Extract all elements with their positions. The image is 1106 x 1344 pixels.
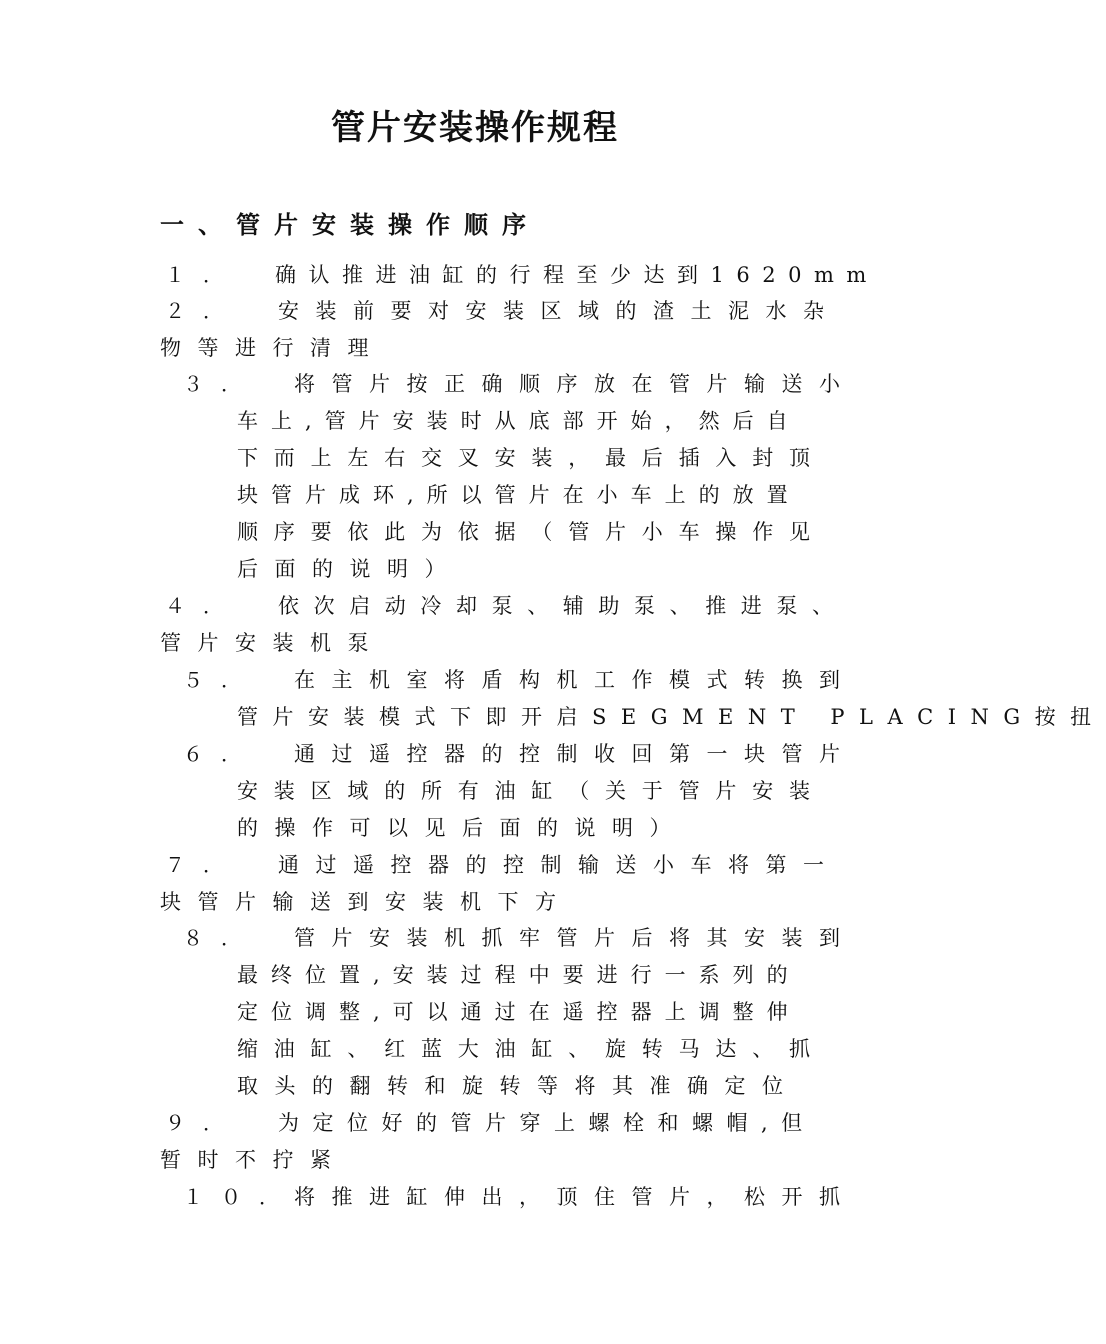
item-number: ９． [165, 1111, 241, 1135]
item-line: 的操作可以见后面的说明） [237, 816, 687, 840]
item-line: 下而上左右交叉安装，最后插入封顶 [237, 446, 826, 470]
item-number: ７． [165, 853, 241, 877]
item-line: 安装前要对安装区域的渣土泥水杂 [278, 299, 841, 323]
item-number: ８． [183, 926, 259, 950]
item-line: 后面的说明） [237, 557, 462, 581]
item-line: 在主机室将盾构机工作模式转换到 [294, 668, 857, 692]
item-line: 管片安装机抓牢管片后将其安装到 [294, 926, 857, 950]
item-line: 物等进行清理 [160, 336, 385, 360]
item-number: ３． [183, 372, 259, 396]
item-number: ５． [183, 668, 259, 692]
item-line: 缩油缸、红蓝大油缸、旋转马达、抓 [237, 1037, 826, 1061]
item-line: 为定位好的管片穿上螺栓和螺帽,但 [278, 1111, 816, 1135]
item-line: 取头的翻转和旋转等将其准确定位 [237, 1074, 800, 1098]
item-line: 确认推进油缸的行程至少达到1620mm [275, 263, 879, 287]
section-heading: 一、管片安装操作顺序 [160, 211, 540, 239]
document-title: 管片安装操作规程 [331, 108, 619, 148]
item-line: 管片安装模式下即开启SEGMENT PLACING按扭 [237, 705, 1106, 729]
item-line: 将推进缸伸出，顶住管片，松开抓 [294, 1185, 857, 1209]
item-line: 最终位置,安装过程中要进行一系列的 [237, 963, 801, 987]
item-line: 将管片按正确顺序放在管片输送小 [294, 372, 857, 396]
item-number: １． [165, 263, 241, 287]
item-line: 车上,管片安装时从底部开始，然后自 [237, 409, 801, 433]
item-number: ２． [165, 299, 241, 323]
item-number: １０． [183, 1185, 297, 1209]
item-number: ４． [165, 594, 241, 618]
item-line: 块管片输送到安装机下方 [160, 890, 573, 914]
item-line: 安装区域的所有油缸（关于管片安装 [237, 779, 826, 803]
item-line: 暂时不拧紧 [160, 1148, 348, 1172]
item-line: 定位调整,可以通过在遥控器上调整伸 [237, 1000, 801, 1024]
item-line: 通过遥控器的控制输送小车将第一 [278, 853, 841, 877]
item-line: 顺序要依此为依据（管片小车操作见 [237, 520, 826, 544]
item-number: ６． [183, 742, 259, 766]
item-line: 通过遥控器的控制收回第一块管片 [294, 742, 857, 766]
item-line: 块管片成环,所以管片在小车上的放置 [237, 483, 801, 507]
item-line: 管片安装机泵 [160, 631, 385, 655]
item-line: 依次启动冷却泵、辅助泵、推进泵、 [278, 594, 848, 618]
